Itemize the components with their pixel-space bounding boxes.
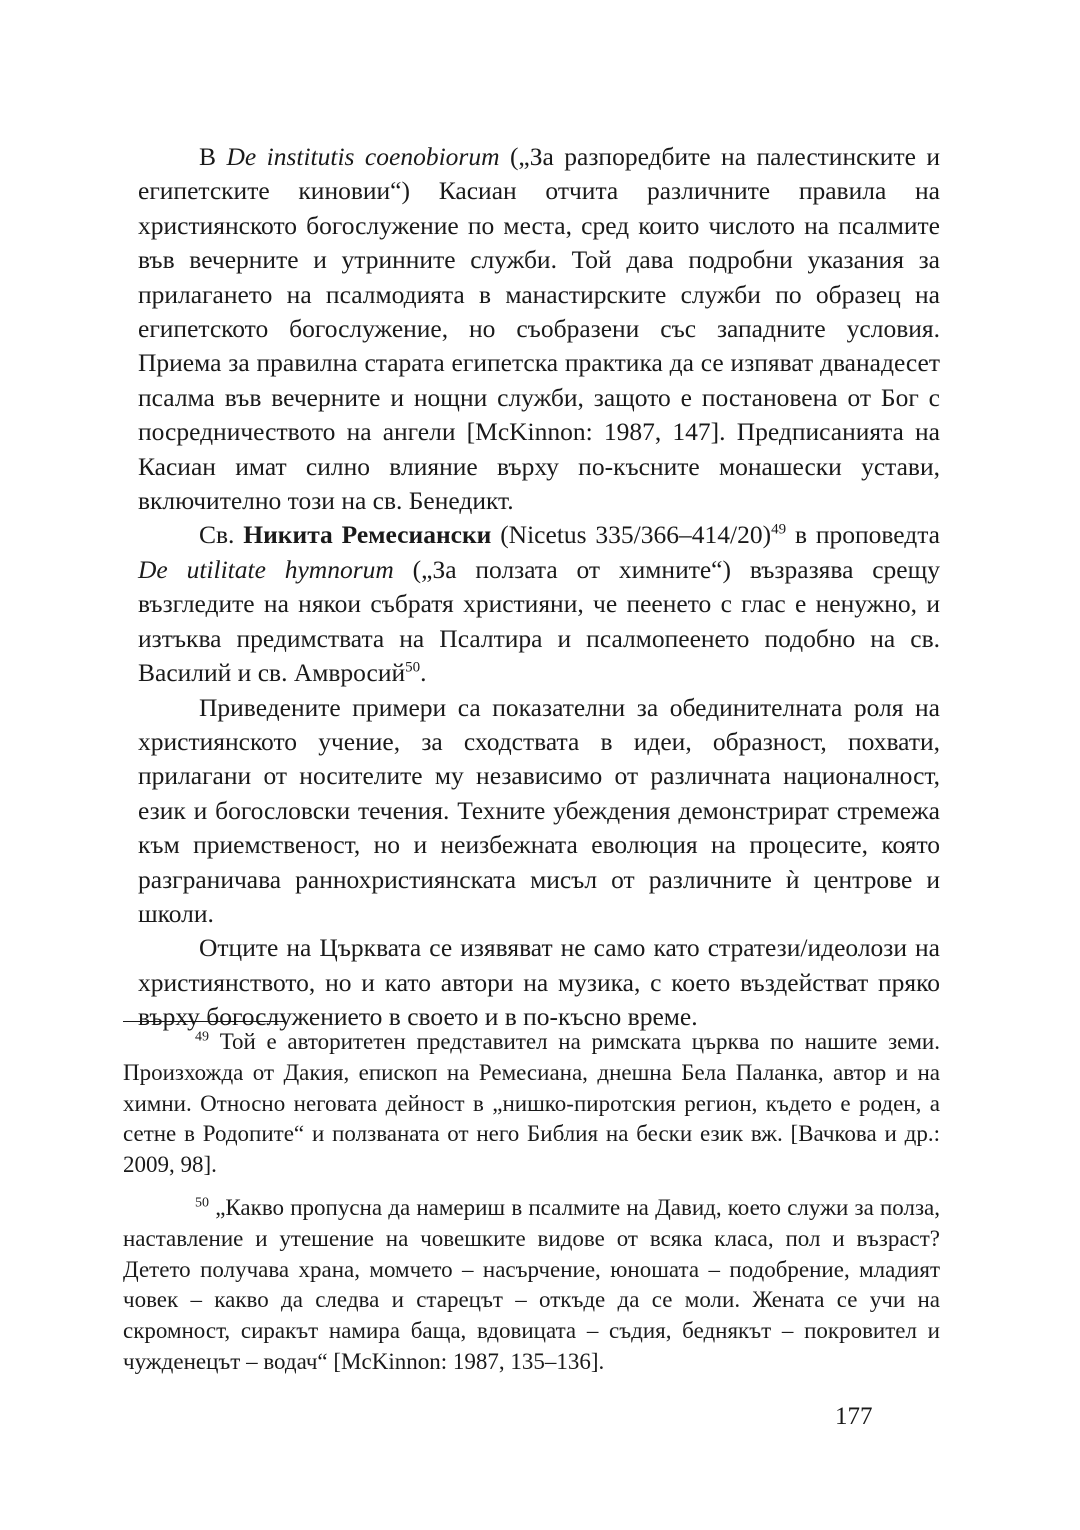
- footnotes: [123, 1027, 940, 1378]
- footnote-ref-49[interactable]: 49: [771, 521, 787, 538]
- main-text: [138, 140, 940, 1035]
- text-run: („За ползата от химните“) възразява срещу възгледите на някои събратя християни, че пеенето с глас е ненужно, и изтъква предимствата на Псалтира и псалмопеенето подобно на св. Василий и св. Амвросий: [138, 554, 940, 688]
- text-run: В: [199, 142, 227, 171]
- footnote-number: 49: [195, 1029, 209, 1045]
- text-run: („За разпоредбите на палестинските и египетските киновии“) Касиан отчита различните правила на християнското богослужение по места, сред които числото на псалмите във вечерните и утринните служби. Той дава подробни указания за прилагането на псалмодията в манастирските служби по образец на египетското богослужение, но съобразени със западните условия. Приема за правилна старата египетска практика да се изпяват дванадесет псалма във вечерните и нощни служби, защото е постановена от Бог с посредничеството на ангели [McKinnon: 1987, 147]. Предписанията на Касиан имат силно влияние върху по-късните монашески устави, включително този на св. Бенедикт.: [138, 142, 940, 516]
- footnote-50: [123, 1193, 940, 1378]
- footnote-ref-50[interactable]: 50: [405, 659, 421, 676]
- author-name-bold: Никита Ремесиански: [243, 520, 492, 550]
- page-number: 177: [835, 1403, 873, 1430]
- footnote-text: „Какво пропусна да намериш в псалмите на Давид, което служи за полза, наставление и утешение на човешките видове от всяка класа, пол и възраст? Детето получава храна, момчето – насърчение, юношата – подобрение, младият човек – какво да следва и старецът – откъде да се моли. Жената се учи на скромност, сиракът намира баща, вдовицата – съдия, беднякът – покровител и чужденецът – водач“ [McKinnon: 1987, 135–136].: [123, 1194, 940, 1374]
- text-run: .: [420, 658, 427, 688]
- footnote-separator: [123, 1021, 285, 1022]
- paragraph-cassian: [138, 140, 940, 518]
- paragraph-fathers: Отците на Църквата се изявяват не само като стратези/идеолози на християнството, но и като автори на музика, с което въздействат пряко върху богослужението в своето и в по-късно време.: [138, 933, 940, 1032]
- paragraph-niceta: [138, 518, 940, 690]
- footnote-text: Той е авторитетен представител на римската църква по нашите земи. Произхожда от Дакия, епископ на Ремесиана, днешна Бела Паланка, автор и на химни. Относно неговата дейност в „нишко-пиротския регион, където е роден, а сетне в Родопите“ и ползваната от него Библия на бески език вж. [Вачкова и др.: 2009, 98].: [123, 1029, 940, 1178]
- work-title-italic: De utilitate hymnorum: [138, 554, 394, 584]
- footnote-49: [123, 1027, 940, 1181]
- text-run: (Nicetus 335/366–414/20): [491, 520, 772, 550]
- paragraph-examples: Приведените примери са показателни за обединителната роля на християнското учение, за сходствата в идеи, образност, похвати, прилагани от носителите му независимо от различната националност, език и богословски течения. Техните убеждения демонстрират стремежа към приемственост, но и неизбежната еволюция на процесите, която разграничава раннохристиянската мисъл от различните ѝ центрове и школи.: [138, 692, 940, 928]
- footnote-number: 50: [195, 1195, 209, 1211]
- text-run: в проповедта: [786, 520, 940, 550]
- work-title-italic: De institutis coenobiorum: [226, 142, 500, 171]
- text-run: Св.: [199, 520, 244, 550]
